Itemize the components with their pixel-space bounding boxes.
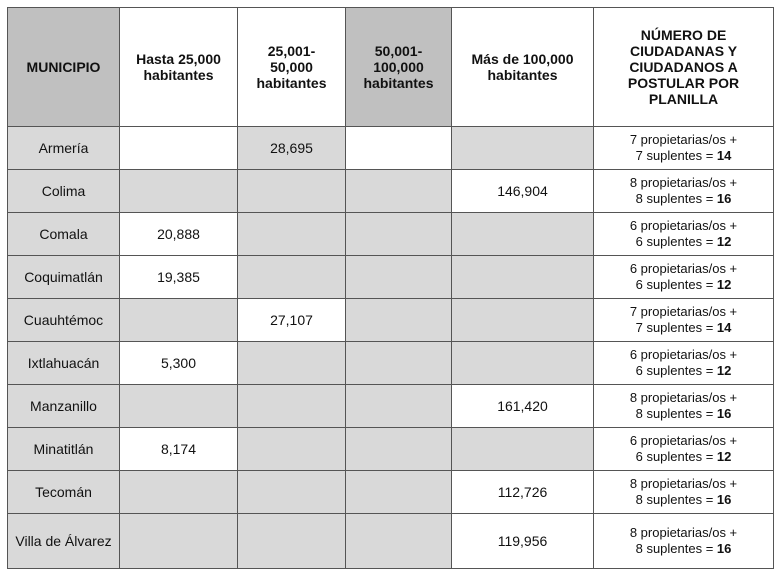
table-row bbox=[8, 385, 774, 428]
table-header-row bbox=[8, 8, 774, 127]
planilla-total: 16 bbox=[716, 541, 732, 556]
population-cell bbox=[238, 385, 346, 428]
suplentes-line bbox=[594, 406, 773, 422]
population-cell bbox=[346, 213, 452, 256]
planilla-total: 12 bbox=[716, 234, 732, 249]
suplentes-line bbox=[594, 148, 773, 164]
suplentes-text: 7 suplentes = bbox=[635, 148, 717, 163]
population-cell bbox=[120, 385, 238, 428]
planilla-cell bbox=[594, 256, 774, 299]
population-cell bbox=[238, 342, 346, 385]
population-cell bbox=[346, 342, 452, 385]
header-municipio: MUNICIPIO bbox=[8, 8, 120, 127]
population-cell bbox=[120, 170, 238, 213]
propietarios-line: 8 propietarias/os + bbox=[629, 525, 738, 540]
table-row bbox=[8, 514, 774, 569]
population-cell: 119,956 bbox=[452, 514, 594, 569]
municipio-name bbox=[8, 342, 120, 385]
population-cell bbox=[346, 127, 452, 170]
propietarios-line: 7 propietarias/os + bbox=[629, 304, 738, 319]
suplentes-line bbox=[594, 191, 773, 207]
municipio-name-text: Cuauhtémoc bbox=[23, 312, 104, 328]
population-cell bbox=[346, 170, 452, 213]
header-mas-100000 bbox=[452, 8, 594, 127]
suplentes-line bbox=[594, 277, 773, 293]
municipios-table bbox=[7, 7, 774, 569]
population-cell: 27,107 bbox=[238, 299, 346, 342]
propietarios-line: 8 propietarias/os + bbox=[629, 476, 738, 491]
population-cell: 8,174 bbox=[120, 428, 238, 471]
table-row bbox=[8, 428, 774, 471]
population-cell bbox=[346, 514, 452, 569]
population-cell bbox=[346, 471, 452, 514]
header-hasta-25000 bbox=[120, 8, 238, 127]
municipio-name bbox=[8, 213, 120, 256]
suplentes-text: 7 suplentes = bbox=[635, 320, 717, 335]
suplentes-line bbox=[594, 541, 773, 557]
header-numero-planilla-text: NÚMERO DE CIUDADANAS Y CIUDADANOS A POSTULAR POR PLANILLA bbox=[627, 27, 740, 107]
planilla-total: 12 bbox=[716, 363, 732, 378]
population-cell: 20,888 bbox=[120, 213, 238, 256]
propietarios-line: 8 propietarias/os + bbox=[629, 390, 738, 405]
propietarios-line: 6 propietarias/os + bbox=[629, 218, 738, 233]
planilla-total: 14 bbox=[716, 148, 732, 163]
suplentes-text: 8 suplentes = bbox=[635, 406, 717, 421]
municipio-name-text: Coquimatlán bbox=[24, 269, 103, 285]
planilla-total: 14 bbox=[716, 320, 732, 335]
population-cell bbox=[238, 213, 346, 256]
population-cell bbox=[120, 514, 238, 569]
suplentes-line bbox=[594, 320, 773, 336]
population-cell bbox=[120, 127, 238, 170]
municipio-name-text: Comala bbox=[39, 226, 88, 242]
municipio-name bbox=[8, 471, 120, 514]
population-cell bbox=[452, 213, 594, 256]
planilla-cell bbox=[594, 342, 774, 385]
population-cell bbox=[120, 299, 238, 342]
table-row bbox=[8, 127, 774, 170]
table-row bbox=[8, 170, 774, 213]
population-cell bbox=[452, 256, 594, 299]
planilla-cell bbox=[594, 213, 774, 256]
table-row bbox=[8, 342, 774, 385]
propietarios-line: 6 propietarias/os + bbox=[629, 261, 738, 276]
suplentes-text: 8 suplentes = bbox=[635, 191, 717, 206]
municipio-name bbox=[8, 514, 120, 569]
header-numero-planilla bbox=[594, 8, 774, 127]
municipio-name-text: Villa de Álvarez bbox=[15, 533, 112, 549]
suplentes-text: 8 suplentes = bbox=[635, 541, 717, 556]
population-cell bbox=[452, 428, 594, 471]
suplentes-text: 6 suplentes = bbox=[635, 277, 717, 292]
municipio-name-text: Ixtlahuacán bbox=[27, 355, 100, 371]
suplentes-text: 6 suplentes = bbox=[635, 363, 717, 378]
table-row bbox=[8, 299, 774, 342]
planilla-total: 16 bbox=[716, 191, 732, 206]
population-cell bbox=[452, 299, 594, 342]
planilla-total: 16 bbox=[716, 492, 732, 507]
header-mas-100000-text: Más de 100,000 habitantes bbox=[471, 51, 574, 83]
planilla-cell bbox=[594, 299, 774, 342]
population-cell bbox=[238, 256, 346, 299]
municipio-name bbox=[8, 385, 120, 428]
population-cell bbox=[346, 299, 452, 342]
municipio-name-text: Manzanillo bbox=[30, 398, 97, 414]
population-cell: 5,300 bbox=[120, 342, 238, 385]
propietarios-line: 7 propietarias/os + bbox=[629, 132, 738, 147]
municipio-name-text: Tecomán bbox=[35, 484, 92, 500]
planilla-cell bbox=[594, 385, 774, 428]
population-cell: 28,695 bbox=[238, 127, 346, 170]
population-cell bbox=[346, 428, 452, 471]
propietarios-line: 6 propietarias/os + bbox=[629, 347, 738, 362]
suplentes-line bbox=[594, 449, 773, 465]
header-hasta-25000-text: Hasta 25,000 habitantes bbox=[136, 51, 221, 83]
planilla-cell bbox=[594, 428, 774, 471]
population-cell bbox=[452, 342, 594, 385]
suplentes-line bbox=[594, 492, 773, 508]
municipio-name bbox=[8, 428, 120, 471]
propietarios-line: 8 propietarias/os + bbox=[629, 175, 738, 190]
table-row bbox=[8, 256, 774, 299]
planilla-total: 16 bbox=[716, 406, 732, 421]
table-row bbox=[8, 213, 774, 256]
population-cell bbox=[238, 170, 346, 213]
population-cell: 146,904 bbox=[452, 170, 594, 213]
suplentes-text: 6 suplentes = bbox=[635, 234, 717, 249]
municipio-name bbox=[8, 127, 120, 170]
suplentes-text: 8 suplentes = bbox=[635, 492, 717, 507]
population-cell: 19,385 bbox=[120, 256, 238, 299]
suplentes-line bbox=[594, 234, 773, 250]
planilla-cell bbox=[594, 170, 774, 213]
suplentes-text: 6 suplentes = bbox=[635, 449, 717, 464]
planilla-total: 12 bbox=[716, 277, 732, 292]
municipio-name bbox=[8, 299, 120, 342]
propietarios-line: 6 propietarias/os + bbox=[629, 433, 738, 448]
header-50001-100000-text: 50,001- 100,000 habitantes bbox=[363, 43, 434, 91]
table-row bbox=[8, 471, 774, 514]
header-25001-50000 bbox=[238, 8, 346, 127]
header-50001-100000 bbox=[346, 8, 452, 127]
table-body bbox=[8, 127, 774, 569]
municipio-name-text: Minatitlán bbox=[33, 441, 94, 457]
population-cell bbox=[120, 471, 238, 514]
planilla-total: 12 bbox=[716, 449, 732, 464]
population-cell bbox=[238, 428, 346, 471]
population-cell: 161,420 bbox=[452, 385, 594, 428]
population-cell bbox=[346, 256, 452, 299]
header-25001-50000-text: 25,001- 50,000 habitantes bbox=[256, 43, 327, 91]
population-cell bbox=[238, 514, 346, 569]
municipio-name-text: Colima bbox=[41, 183, 86, 199]
population-cell bbox=[452, 127, 594, 170]
population-cell bbox=[238, 471, 346, 514]
municipio-name-text: Armería bbox=[38, 140, 89, 156]
planilla-cell bbox=[594, 514, 774, 569]
population-cell bbox=[346, 385, 452, 428]
suplentes-line bbox=[594, 363, 773, 379]
planilla-cell bbox=[594, 127, 774, 170]
population-cell: 112,726 bbox=[452, 471, 594, 514]
planilla-cell bbox=[594, 471, 774, 514]
municipio-name bbox=[8, 170, 120, 213]
municipio-name bbox=[8, 256, 120, 299]
